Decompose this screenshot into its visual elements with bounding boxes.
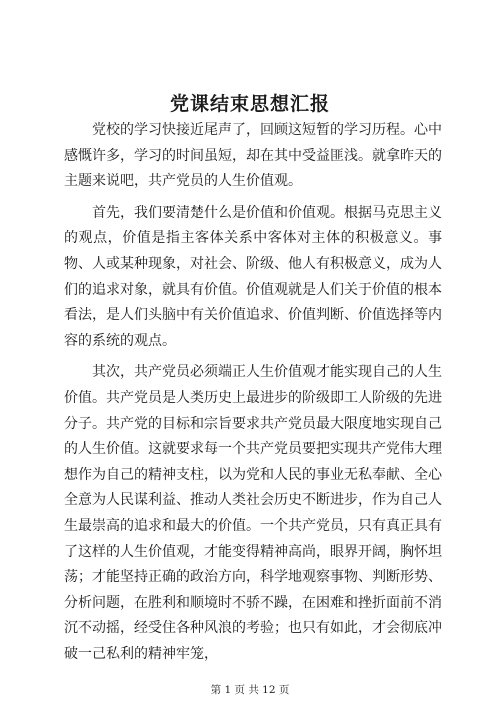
document-body [64,118,442,673]
page-footer: 第 1 页 共 12 页 [210,684,290,696]
document-title: 党课结束思想汇报 [169,93,330,115]
paragraph-intro: 党校的学习快接近尾声了，回顾这短暂的学习历程。心中感慨许多，学习的时间虽短，却在其中受益匪浅。就拿昨天的主题来说吧，共产党员的人生价值观。 [64,122,442,190]
paragraph-party-member-values: 其次，共产党员必须端正人生价值观才能实现自己的人生价值。共产党员是人类历史上最进步的阶级即工人阶级的先进分子。共产党的目标和宗旨要求共产党员最大限度地实现自己的人生价值。这就要求每一个共产党员要把实现共产党伟大理想作为自己的精神支柱，以为党和人民的事业无私奉献、全心全意为人民谋利益、推动人类社会历史不断进步，作为自己人生最崇高的追求和最大的价值。一个共产党员，只有真正具有了这样的人生价值观，才能变得精神高尚，眼界开阔，胸怀坦荡；才能坚持正确的政治方向，科学地观察事物、判断形势、分析问题，在胜利和顺境时不骄不躁，在困难和挫折面前不消沉不动摇，经受住各种风浪的考验；也只有如此，才会彻底冲破一己私利的精神牢笼， [64,364,442,662]
paragraph-values-definition: 首先，我们要清楚什么是价值和价值观。根据马克思主义的观点，价值是指主客体关系中客体对主体的积极意义。事物、人或某种现象，对社会、阶级、他人有积极意义，成为人们的追求对象，就具有价值。价值观就是人们关于价值的根本看法，是人们头脑中有关价值追求、价值判断、价值选择等内容的系统的观点。 [64,204,442,349]
